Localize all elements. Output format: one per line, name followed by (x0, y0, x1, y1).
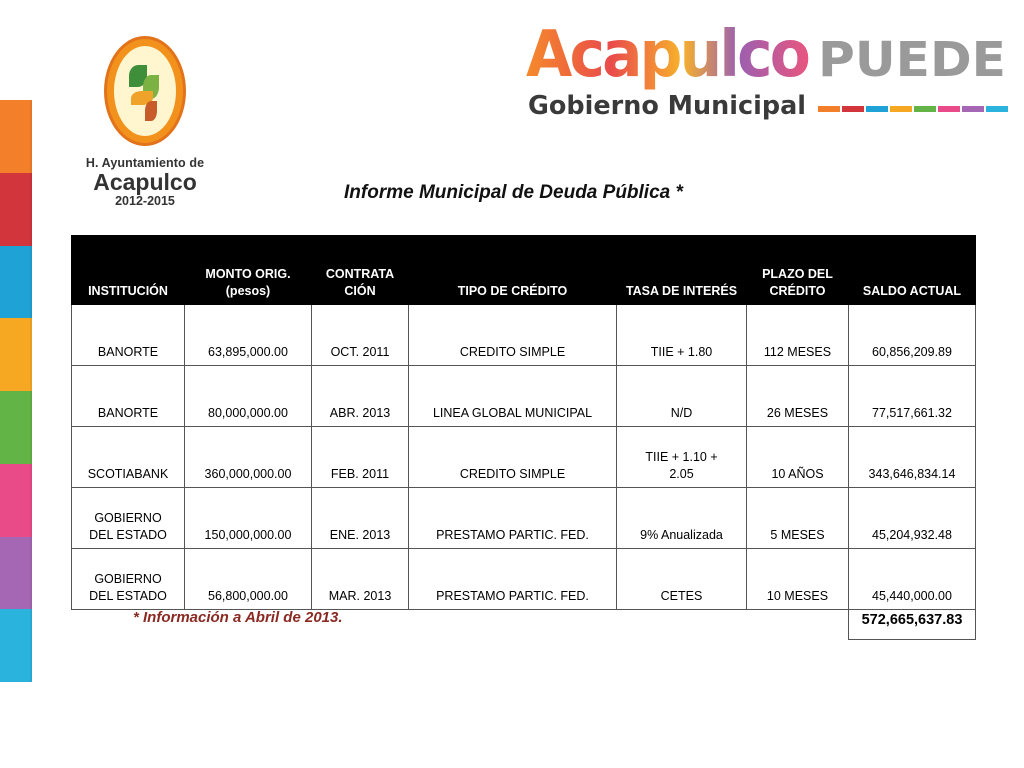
stripe-segment (0, 537, 32, 610)
seal-caption-city: Acapulco (93, 169, 197, 195)
table-row (72, 305, 976, 366)
cell-contratacion: OCT. 2011 (312, 305, 409, 366)
cell-tasa: CETES (617, 549, 747, 610)
cell-tasa: N/D (617, 366, 747, 427)
stripe-segment (0, 609, 32, 682)
logo-slogan: PUEDE (818, 32, 1006, 88)
cell-institucion: SCOTIABANK (72, 427, 185, 488)
header-plazo: PLAZO DEL CRÉDITO (747, 236, 849, 305)
cell-plazo: 5 MESES (747, 488, 849, 549)
cell-monto: 80,000,000.00 (185, 366, 312, 427)
cell-plazo: 26 MESES (747, 366, 849, 427)
cell-plazo: 10 AÑOS (747, 427, 849, 488)
total-balance: 572,665,637.83 (848, 596, 976, 640)
cell-institucion: BANORTE (72, 366, 185, 427)
cell-saldo: 343,646,834.14 (849, 427, 976, 488)
cell-saldo: 77,517,661.32 (849, 366, 976, 427)
logo-bar-segment (962, 106, 984, 112)
cell-monto: 150,000,000.00 (185, 488, 312, 549)
acapulco-puede-logo (526, 14, 1016, 124)
cell-institucion: BANORTE (72, 305, 185, 366)
logo-bar-segment (986, 106, 1008, 112)
report-title: Informe Municipal de Deuda Pública * (344, 182, 683, 203)
logo-bar-segment (914, 106, 936, 112)
logo-graphic (526, 14, 1016, 124)
logo-bar-segment (818, 106, 840, 112)
header-tipo-credito: TIPO DE CRÉDITO (409, 236, 617, 305)
footnote: * Información a Abril de 2013. (133, 609, 343, 626)
cell-saldo: 45,204,932.48 (849, 488, 976, 549)
cell-tipo-credito: LINEA GLOBAL MUNICIPAL (409, 366, 617, 427)
logo-bar-segment (890, 106, 912, 112)
table-row (72, 488, 976, 549)
header-saldo: SALDO ACTUAL (849, 236, 976, 305)
cell-saldo: 60,856,209.89 (849, 305, 976, 366)
logo-bar-segment (866, 106, 888, 112)
cell-contratacion: ABR. 2013 (312, 366, 409, 427)
cell-monto: 56,800,000.00 (185, 549, 312, 610)
cell-tasa: TIIE + 1.80 (617, 305, 747, 366)
cell-tipo-credito: PRESTAMO PARTIC. FED. (409, 488, 617, 549)
seal-caption-period: 2012-2015 (115, 194, 175, 208)
cell-tipo-credito: PRESTAMO PARTIC. FED. (409, 549, 617, 610)
stripe-segment (0, 464, 32, 537)
cell-plazo: 10 MESES (747, 549, 849, 610)
cell-institucion: GOBIERNO DEL ESTADO (72, 549, 185, 610)
cell-tasa: 9% Anualizada (617, 488, 747, 549)
municipal-seal-icon (104, 36, 186, 146)
table-row (72, 366, 976, 427)
cell-saldo: 45,440,000.00 (849, 549, 976, 610)
debt-table (71, 235, 976, 610)
table-row (72, 427, 976, 488)
seal-caption-line1: H. Ayuntamiento de (85, 156, 205, 170)
table-header-row (72, 236, 976, 305)
logo-bar-segment (938, 106, 960, 112)
logo-bar-segment (842, 106, 864, 112)
cell-institucion: GOBIERNO DEL ESTADO (72, 488, 185, 549)
header-tasa: TASA DE INTERÉS (617, 236, 747, 305)
logo-word: Acapulco (526, 18, 809, 92)
cell-contratacion: ENE. 2013 (312, 488, 409, 549)
cell-tasa: TIIE + 1.10 + 2.05 (617, 427, 747, 488)
cell-contratacion: FEB. 2011 (312, 427, 409, 488)
cell-monto: 63,895,000.00 (185, 305, 312, 366)
header-institucion: INSTITUCIÓN (72, 236, 185, 305)
cell-monto: 360,000,000.00 (185, 427, 312, 488)
stripe-segment (0, 318, 32, 391)
header-monto: MONTO ORIG. (pesos) (185, 236, 312, 305)
logo-color-bar (818, 106, 1008, 112)
table-row (72, 549, 976, 610)
table-body (72, 305, 976, 610)
header-contratacion: CONTRATA CIÓN (312, 236, 409, 305)
stripe-segment (0, 391, 32, 464)
cell-tipo-credito: CREDITO SIMPLE (409, 305, 617, 366)
side-color-stripe (0, 100, 32, 682)
cell-tipo-credito: CREDITO SIMPLE (409, 427, 617, 488)
municipal-seal (80, 36, 210, 208)
stripe-segment (0, 173, 32, 246)
cell-plazo: 112 MESES (747, 305, 849, 366)
cell-contratacion: MAR. 2013 (312, 549, 409, 610)
stripe-segment (0, 100, 32, 173)
logo-subtitle: Gobierno Municipal (528, 91, 806, 121)
stripe-segment (0, 246, 32, 319)
